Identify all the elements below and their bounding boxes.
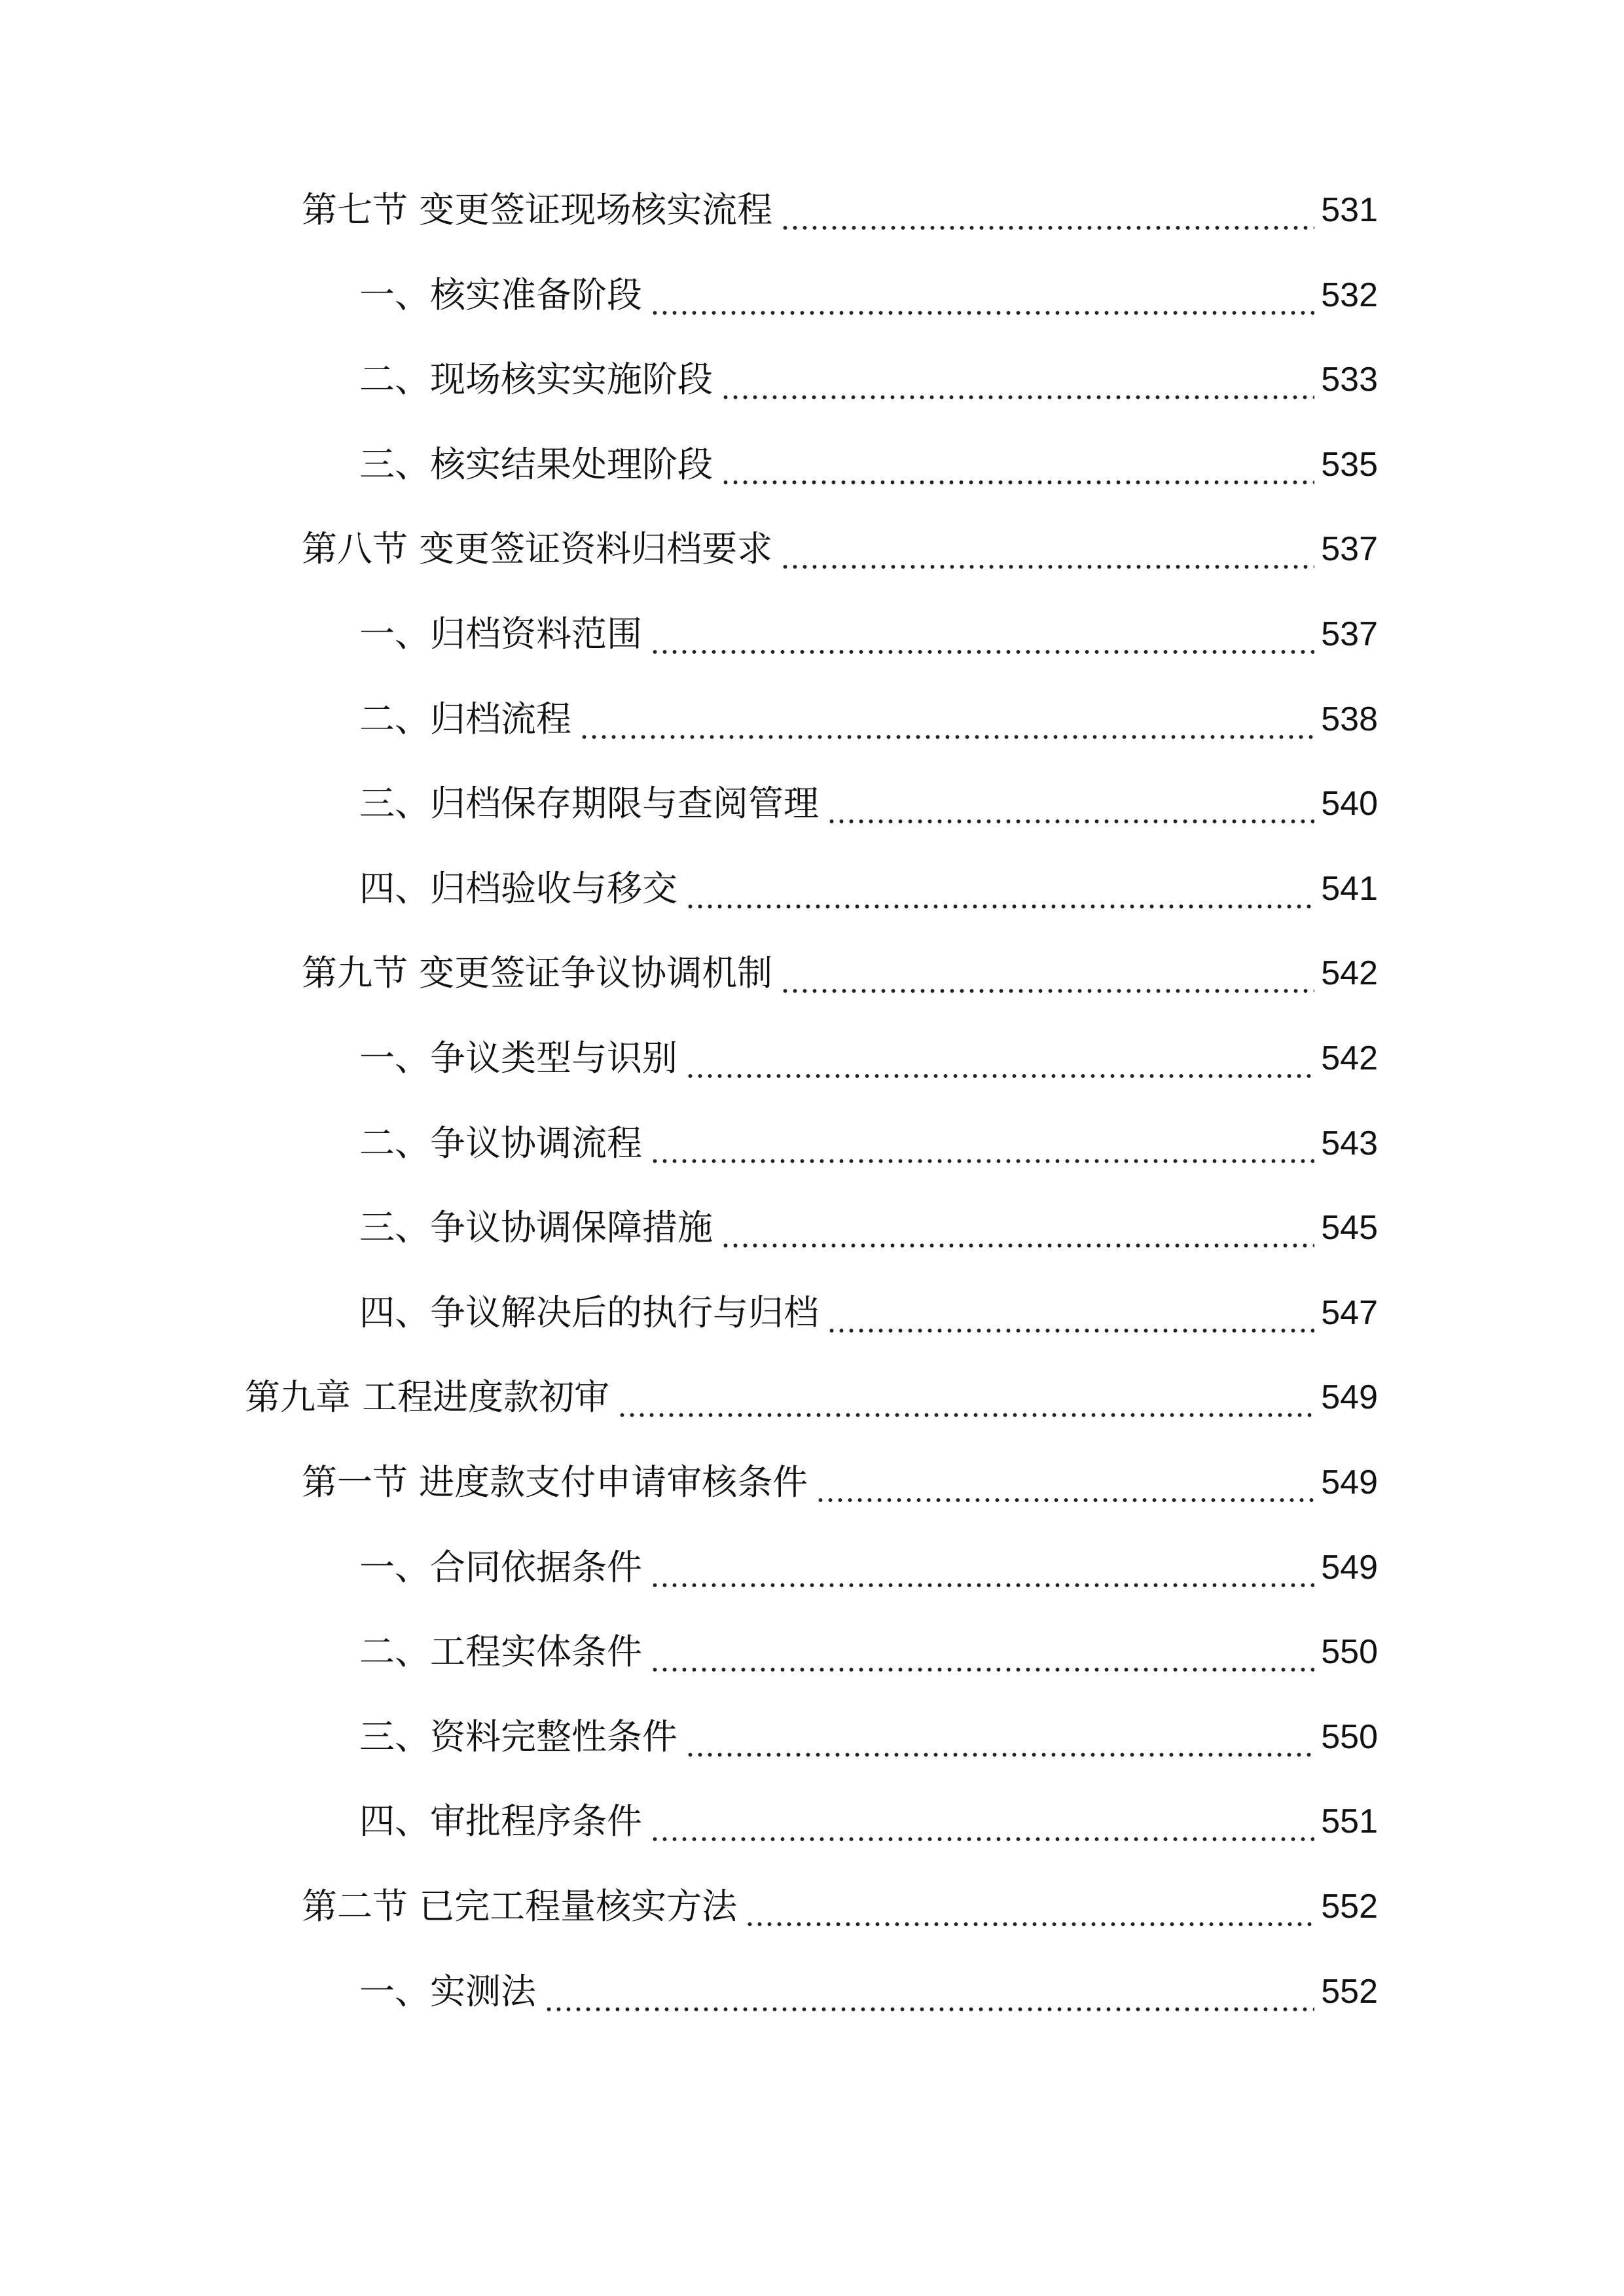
toc-dot-leader [721,350,1314,409]
toc-dot-leader [650,266,1314,325]
toc-entry-page-number: 549 [1321,1549,1378,1587]
toc-entry-item[interactable] [359,774,1378,833]
toc-entry-title: 三、争议协调保障措施 [359,1207,713,1248]
toc-entry-item[interactable] [359,1029,1378,1088]
toc-dot-leader [685,1708,1314,1767]
toc-entry-section[interactable] [302,181,1378,240]
toc-entry-page-number: 550 [1321,1718,1378,1756]
toc-entry-title: 第八节 变更签证资料归档要求 [302,528,773,569]
toc-entry-page-number: 542 [1321,1039,1378,1077]
toc-entry-item[interactable] [359,605,1378,664]
toc-dot-leader [721,435,1314,494]
toc-entry-page-number: 532 [1321,276,1378,314]
toc-entry-item[interactable] [359,690,1378,749]
toc-entry-section[interactable] [302,1453,1378,1512]
toc-entry-item[interactable] [359,859,1378,918]
toc-dot-leader [650,1114,1314,1173]
toc-dot-leader [745,1877,1314,1936]
toc-dot-leader [827,1283,1314,1342]
toc-entry-title: 三、资料完整性条件 [359,1716,677,1757]
toc-entry-page-number: 542 [1321,954,1378,992]
toc-entry-item[interactable] [359,1114,1378,1173]
toc-entry-title: 第一节 进度款支付申请审核条件 [302,1462,808,1503]
toc-dot-leader [650,1623,1314,1681]
toc-dot-leader [650,605,1314,664]
toc-dot-leader [685,859,1314,918]
toc-entry-title: 第七节 变更签证现场核实流程 [302,189,773,230]
toc-entry-page-number: 550 [1321,1633,1378,1671]
toc-entry-title: 一、实测法 [359,1971,536,2012]
toc-entry-page-number: 541 [1321,870,1378,908]
toc-entry-title: 三、核实结果处理阶段 [359,444,713,485]
toc-dot-leader [650,1792,1314,1851]
toc-dot-leader [650,1538,1314,1597]
toc-entry-title: 二、现场核实实施阶段 [359,359,713,400]
toc-entry-chapter[interactable] [245,1368,1378,1427]
toc-entry-page-number: 540 [1321,785,1378,823]
toc-entry-title: 二、争议协调流程 [359,1122,642,1164]
toc-entry-item[interactable] [359,266,1378,325]
toc-entry-section[interactable] [302,520,1378,579]
toc-entry-title: 第二节 已完工程量核实方法 [302,1886,738,1927]
toc-dot-leader [780,520,1314,579]
toc-dot-leader [780,944,1314,1003]
toc-entry-page-number: 551 [1321,1803,1378,1840]
toc-entry-page-number: 537 [1321,615,1378,653]
toc-entry-title: 四、审批程序条件 [359,1801,642,1842]
toc-entry-page-number: 552 [1321,1973,1378,2011]
toc-entry-page-number: 535 [1321,446,1378,484]
toc-entry-section[interactable] [302,944,1378,1003]
toc-entry-page-number: 537 [1321,530,1378,568]
toc-dot-leader [685,1029,1314,1088]
toc-dot-leader [780,181,1314,240]
toc-dot-leader [827,774,1314,833]
toc-entry-title: 第九章 工程进度款初审 [245,1376,610,1418]
toc-entry-title: 一、争议类型与识别 [359,1037,677,1079]
toc-entry-item[interactable] [359,1538,1378,1597]
toc-dot-leader [816,1453,1314,1512]
toc-entry-title: 四、争议解决后的执行与归档 [359,1292,819,1333]
toc-entry-page-number: 549 [1321,1463,1378,1501]
toc-dot-leader [721,1198,1314,1257]
toc-entry-title: 第九节 变更签证争议协调机制 [302,952,773,994]
toc-entry-page-number: 549 [1321,1378,1378,1416]
toc-entry-section[interactable] [302,1877,1378,1936]
toc-entry-item[interactable] [359,1792,1378,1851]
toc-entry-title: 二、工程实体条件 [359,1631,642,1672]
toc-entry-item[interactable] [359,1623,1378,1681]
toc-entry-page-number: 543 [1321,1124,1378,1162]
toc-entry-page-number: 545 [1321,1209,1378,1247]
toc-dot-leader [544,1962,1314,2021]
toc-entry-title: 三、归档保存期限与查阅管理 [359,783,819,824]
toc-entry-title: 一、核实准备阶段 [359,274,642,315]
toc-entry-page-number: 538 [1321,700,1378,738]
toc-entry-page-number: 547 [1321,1294,1378,1332]
toc-entry-item[interactable] [359,1283,1378,1342]
toc-dot-leader [617,1368,1314,1427]
toc-entry-page-number: 533 [1321,361,1378,399]
toc-entry-item[interactable] [359,1198,1378,1257]
toc-entry-title: 二、归档流程 [359,698,571,740]
toc-entry-title: 一、归档资料范围 [359,613,642,655]
toc-entry-item[interactable] [359,1708,1378,1767]
toc-entry-item[interactable] [359,435,1378,494]
toc-entry-title: 一、合同依据条件 [359,1547,642,1588]
toc-entry-item[interactable] [359,350,1378,409]
toc-dot-leader [579,690,1314,749]
toc-entry-page-number: 552 [1321,1888,1378,1926]
toc-entry-title: 四、归档验收与移交 [359,868,677,909]
toc-entry-page-number: 531 [1321,191,1378,229]
toc-entry-item[interactable] [359,1962,1378,2021]
